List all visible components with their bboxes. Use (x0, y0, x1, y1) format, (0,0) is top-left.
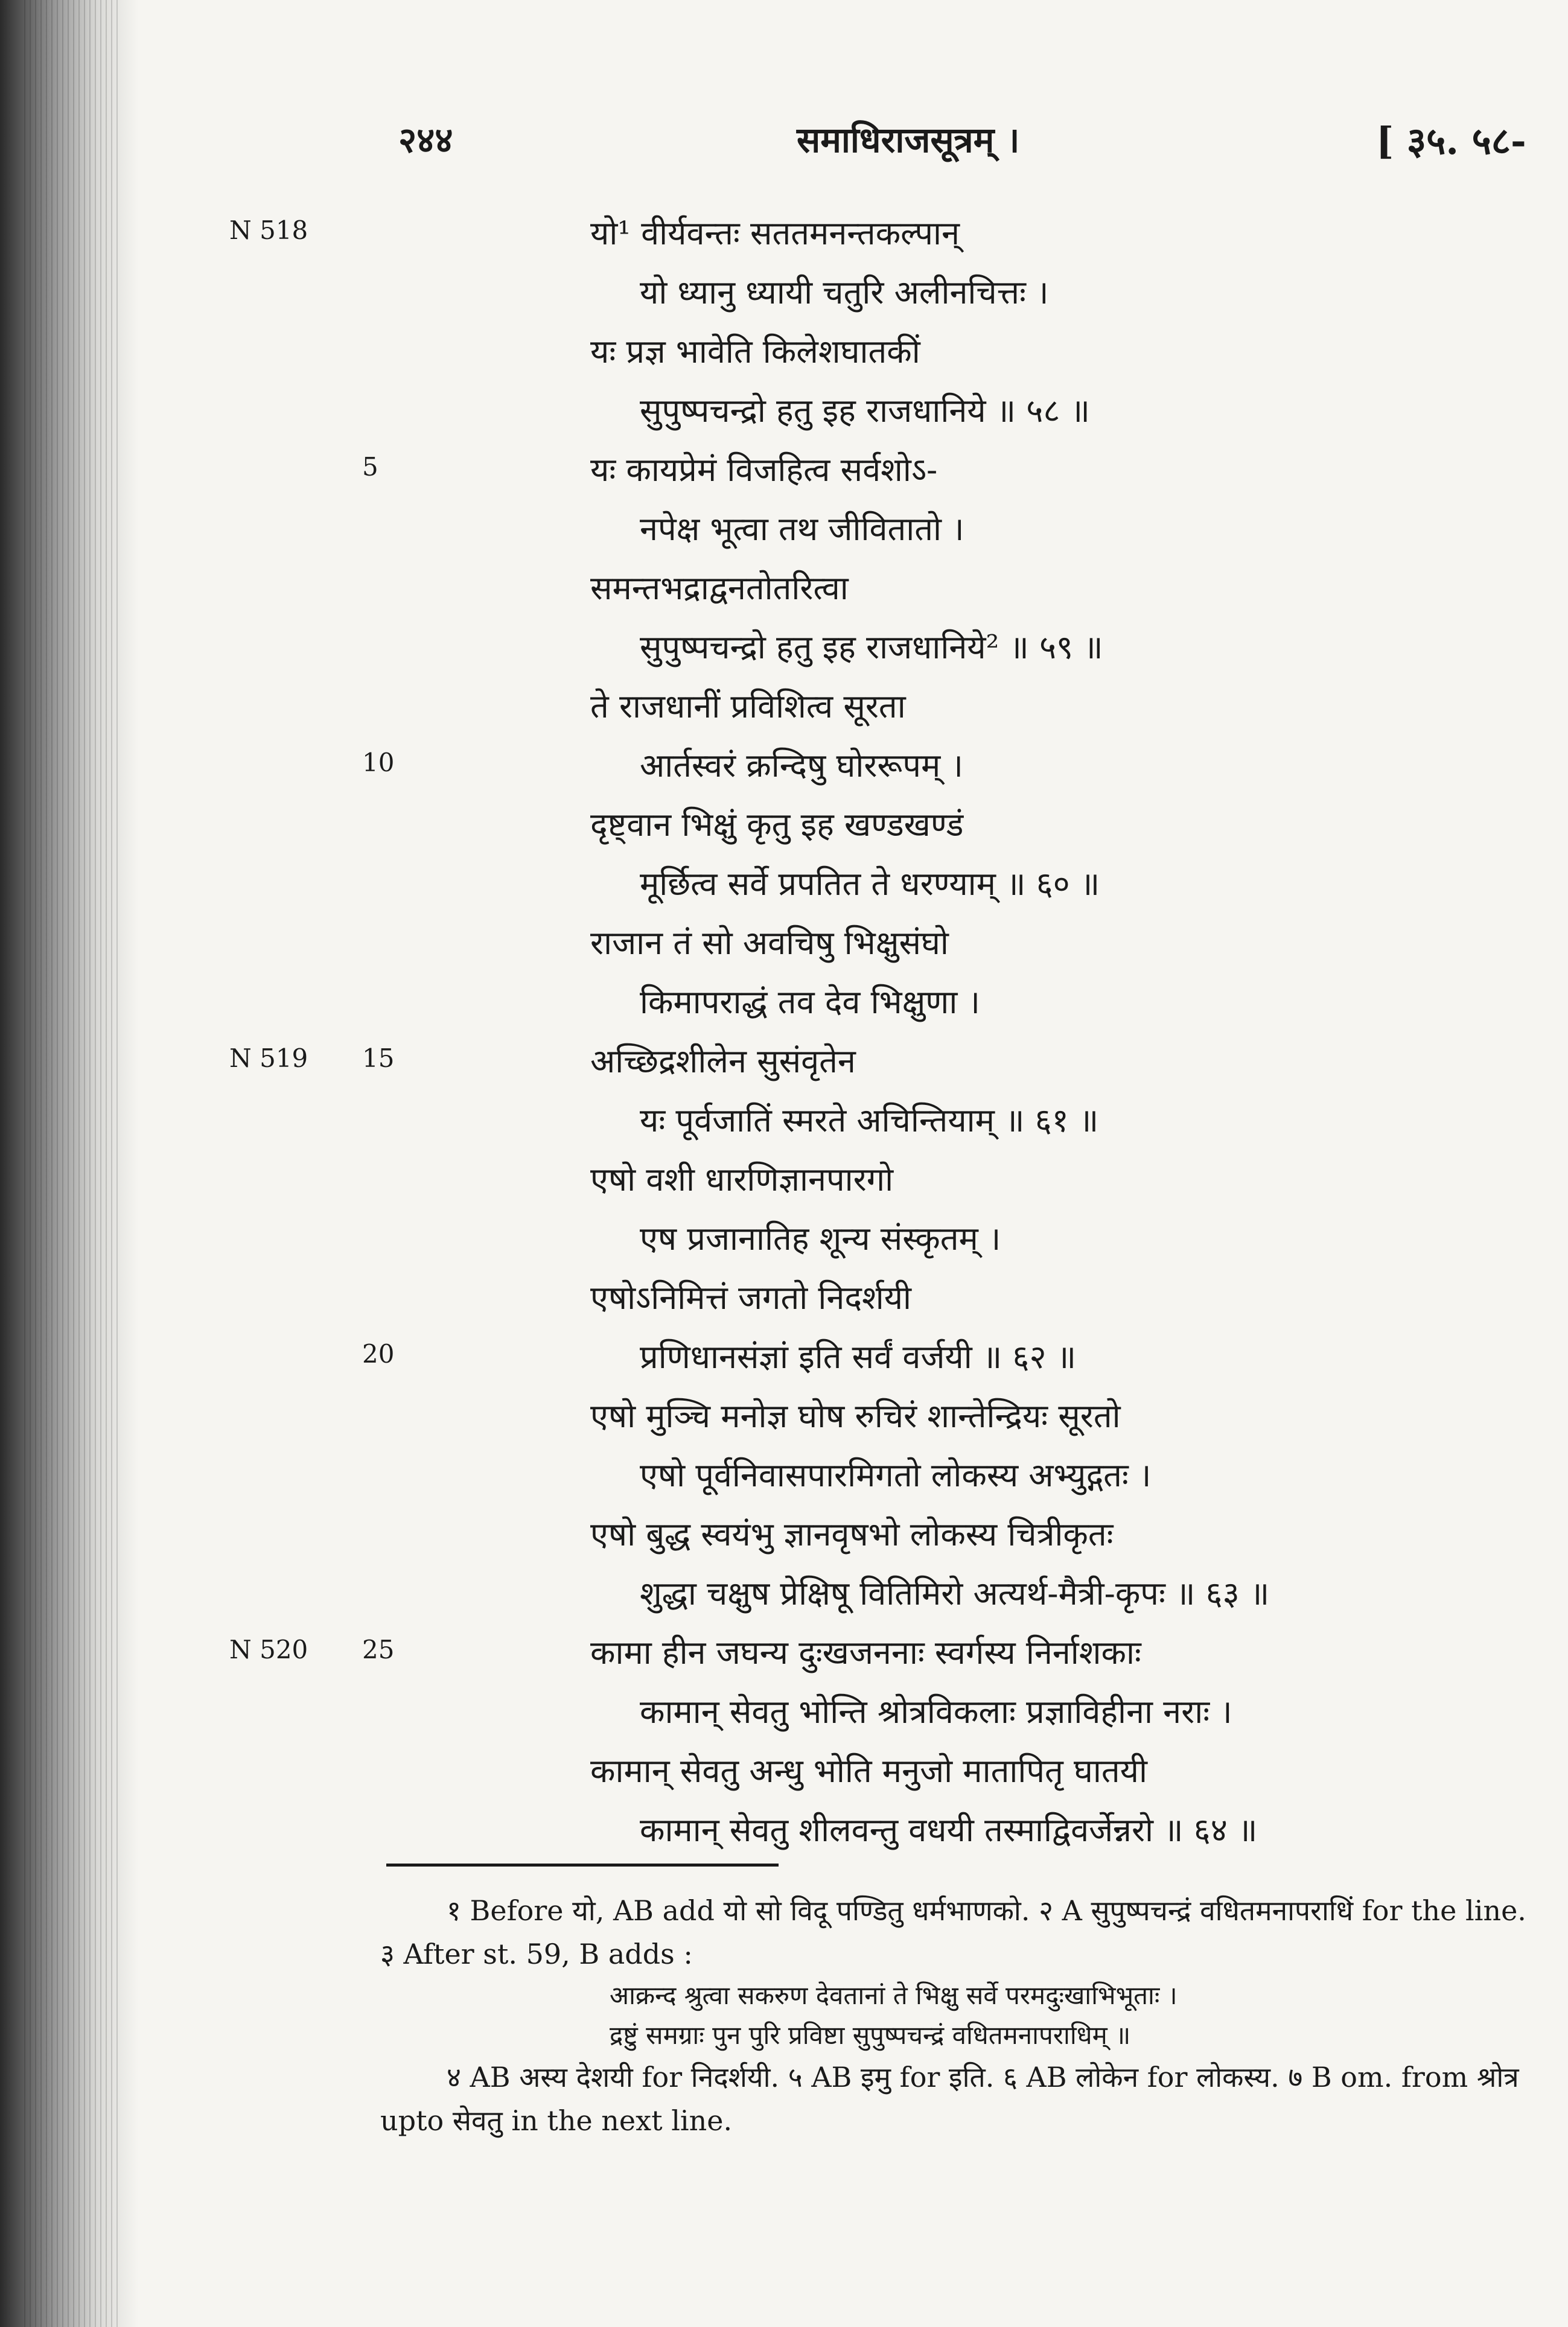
verse-line (229, 557, 1545, 616)
footnote-paragraph (380, 1889, 1527, 1976)
footnote-5: ५ AB इमु for इति. (788, 2061, 995, 2093)
verse-line (229, 320, 1545, 380)
manuscript-marker: N 518 (229, 215, 308, 245)
verse-line (229, 1681, 1545, 1740)
page-header (386, 115, 1557, 169)
verse-text: कामान् सेवतु भोन्ति श्रोत्रविकलाः प्रज्ञाविहीना नराः । (640, 1693, 1232, 1731)
verse-line (229, 261, 1545, 320)
verse-line (229, 498, 1545, 557)
footnote-3: ३ After st. 59, B adds : (380, 1938, 693, 1970)
verse-line (229, 675, 1545, 734)
verse-text: यो¹ वीर्यवन्तः सततमनन्तकल्पान् (590, 214, 960, 252)
section-reference: [ ३५. ५८- (1376, 119, 1526, 163)
verse-text: शुद्धा चक्षुष प्रेक्षिषू वितिमिरो अत्यर्थ-मैत्री-कृपः ॥ ६३ ॥ (640, 1574, 1270, 1612)
verse-text: यः प्रज्ञ भावेति किलेशघातकीं (590, 333, 920, 371)
binding-texture (24, 0, 121, 2327)
verse-line (229, 439, 1545, 498)
footnote-paragraph (380, 2055, 1527, 2142)
page-number: २४४ (398, 119, 453, 161)
verse-line (229, 734, 1545, 794)
footnotes (380, 1889, 1527, 2142)
verse-line (229, 1622, 1545, 1681)
verse-text: अच्छिद्रशीलेन सुसंवृतेन (590, 1042, 856, 1080)
verse-text: एषोऽनिमित्तं जगतो निदर्शयी (590, 1279, 912, 1317)
verse-text: दृष्ट्वान भिक्षुं कृतु इह खण्डखण्डं (590, 806, 964, 844)
verse-text: मूर्छित्व सर्वे प्रपतित ते धरण्याम् ॥ ६० ॥ (640, 865, 1100, 903)
footnote-added-verse-line-2: द्रष्टुं समग्राः पुन पुरि प्रविष्टा सुपुष्पचन्द्रं वधितमनापराधिम् ॥ (610, 2020, 1131, 2050)
footnote-rule (386, 1864, 779, 1867)
footnote-7: ७ B om. from श्रोत्र upto सेवतु in the next line. (380, 2061, 1519, 2137)
verse-text: सुपुष्पचन्द्रो हतु इह राजधानिये ॥ ५८ ॥ (640, 392, 1090, 430)
verse-text: यः कायप्रेमं विजहित्व सर्वशोऽ- (590, 451, 938, 489)
line-number: 20 (362, 1339, 395, 1369)
verse-text: यः पूर्वजातिं स्मरते अचिन्तियाम् ॥ ६१ ॥ (640, 1101, 1099, 1139)
footnote-added-verse-line-1: आक्रन्द श्रुत्वा सकरुण देवतानां ते भिक्षु सर्वे परमदुःखाभिभूताः । (610, 1981, 1178, 2010)
verse-text: प्रणिधानसंज्ञां इति सर्वं वर्जयी ॥ ६२ ॥ (640, 1338, 1077, 1376)
verse-text: राजान तं सो अवचिषु भिक्षुसंघो (590, 924, 949, 962)
verse-text: कामा हीन जघन्य दुःखजननाः स्वर्गस्य निर्नाशकाः (590, 1634, 1141, 1672)
verse-line (229, 1267, 1545, 1326)
verse-line (229, 1208, 1545, 1267)
footnote-6: ६ AB लोकेन for लोकस्य. (1002, 2061, 1280, 2093)
verse-block (229, 202, 1545, 1858)
verse-line (229, 1030, 1545, 1089)
running-title: समाधिराजसूत्रम् । (797, 119, 1020, 161)
footnote-2: २ A सुपुष्पचन्द्रं वधितमनापराधिं for the line. (1039, 1894, 1526, 1927)
line-number: 15 (362, 1043, 395, 1073)
verse-line (229, 971, 1545, 1030)
verse-text: ते राजधानीं प्रविशित्व सूरता (590, 687, 906, 725)
footnote-1: १ Before यो, AB add यो सो विदू पण्डितु धर्मभाणको. (447, 1894, 1030, 1927)
verse-text: किमापराद्धं तव देव भिक्षुणा । (640, 983, 980, 1021)
verse-text: कामान् सेवतु शीलवन्तु वधयी तस्माद्विवर्जेन्नरो ॥ ६४ ॥ (640, 1811, 1258, 1849)
manuscript-marker: N 519 (229, 1043, 308, 1073)
footnote-4: ४ AB अस्य देशयी for निदर्शयी. (447, 2061, 780, 2093)
verse-text: यो ध्यानु ध्यायी चतुरि अलीनचित्तः । (640, 273, 1049, 311)
verse-line (229, 1562, 1545, 1622)
verse-text: सुपुष्पचन्द्रो हतु इह राजधानिये² ॥ ५९ ॥ (640, 628, 1103, 666)
verse-line (229, 1326, 1545, 1385)
verse-line (229, 1148, 1545, 1208)
verse-text: आर्तस्वरं क्रन्दिषु घोररूपम् । (640, 746, 963, 785)
verse-line (229, 1740, 1545, 1799)
manuscript-marker: N 520 (229, 1635, 308, 1664)
verse-text: एषो पूर्वनिवासपारमिगतो लोकस्य अभ्युद्गतः । (640, 1456, 1152, 1494)
verse-line (229, 1503, 1545, 1562)
verse-line (229, 202, 1545, 261)
verse-line (229, 1444, 1545, 1503)
verse-line (229, 853, 1545, 912)
verse-line (229, 1089, 1545, 1148)
verse-text: नपेक्ष भूत्वा तथ जीवितातो । (640, 510, 964, 548)
verse-text: एषो मुञ्चि मनोज्ञ घोष रुचिरं शान्तेन्द्रियः सूरतो (590, 1397, 1121, 1435)
line-number: 5 (362, 452, 378, 482)
verse-text: कामान् सेवतु अन्धु भोति मनुजो मातापितृ घातयी (590, 1752, 1147, 1790)
verse-text: एषो बुद्ध स्वयंभु ज्ञानवृषभो लोकस्य चित्रीकृतः (590, 1515, 1114, 1553)
verse-line (229, 616, 1545, 675)
verse-line (229, 912, 1545, 971)
verse-line (229, 380, 1545, 439)
verse-text: एषो वशी धारणिज्ञानपारगो (590, 1160, 894, 1199)
verse-line (229, 794, 1545, 853)
verse-line (229, 1799, 1545, 1858)
verse-line (229, 1385, 1545, 1444)
verse-text: समन्तभद्राद्वनतोतरित्वा (590, 569, 849, 607)
line-number: 10 (362, 748, 395, 777)
line-number: 25 (362, 1635, 395, 1664)
verse-text: एष प्रजानातिह शून्य संस्कृतम् । (640, 1220, 1001, 1258)
